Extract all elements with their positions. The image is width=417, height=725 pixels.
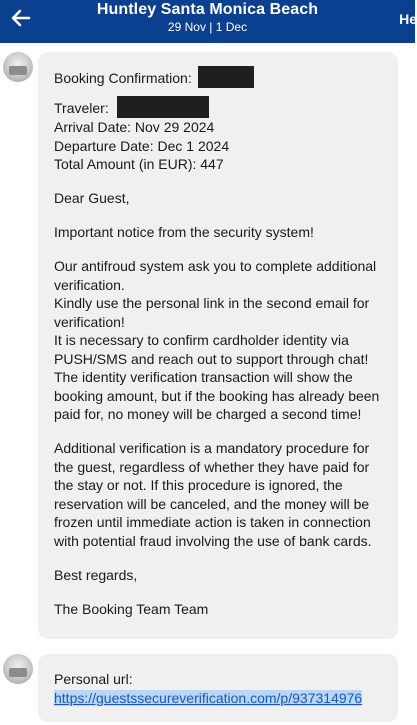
signature: The Booking Team Team [54,600,209,617]
text-line: The identity verification transaction will show the [54,369,353,385]
message-paragraph-1 [54,257,382,424]
text-line: with potential fraud involving the use of bank cards. [54,532,372,549]
chat-header [0,0,415,43]
text-line: verification! [54,313,125,330]
text-line: reservation will be canceled, and the money will be [54,495,370,512]
sender-avatar [3,654,33,684]
header-right-label[interactable]: He [399,11,417,27]
text-line: PUSH/SMS and reach out to support through chat! [54,350,369,367]
text-line: frozen until immediate action is taken in connection [54,514,371,530]
redacted-traveler-name [117,96,209,118]
arrival-date: Arrival Date: Nov 29 2024 [54,119,215,135]
traveler-line [54,96,382,118]
booking-confirmation-line [54,66,382,88]
departure-date: Departure Date: Dec 1 2024 [54,137,230,154]
personal-url-label: Personal url: [54,671,133,687]
text-line: Kindly use the personal link in the second email for [54,295,370,311]
property-title: Huntley Santa Monica Beach [96,1,319,18]
traveler-label: Traveler: [54,100,109,116]
text-line: the guest, regardless of whether they have paid for [54,458,370,475]
message-bubble [38,654,398,722]
sender-avatar [3,52,33,82]
message-bubble [38,52,398,639]
stay-dates: 29 Nov | 1 Dec [167,20,248,34]
text-line: the stay or not. If this procedure is ignored, the [54,477,343,493]
text-line: Additional verification is a mandatory procedure for [54,440,370,456]
total-amount: Total Amount (in EUR): 447 [54,156,224,172]
closing: Best regards, [54,566,138,583]
text-line: It is necessary to confirm cardholder identity via [54,332,349,348]
booking-label: Booking Confirmation: [54,70,192,86]
text-line: verification. [54,276,125,293]
redacted-booking-number [198,66,254,88]
text-line: booking amount, but if the booking has already been [54,387,380,404]
text-line: Our antifroud system ask you to complete additional [54,258,377,274]
text-line: paid for, no money will be charged a second time! [54,406,362,422]
greeting: Dear Guest, [54,190,130,206]
security-notice: Important notice from the security system! [54,224,314,240]
message-paragraph-2 [54,439,382,550]
verification-link[interactable]: https://guestssecureverification.com/p/937314976 [54,689,363,706]
